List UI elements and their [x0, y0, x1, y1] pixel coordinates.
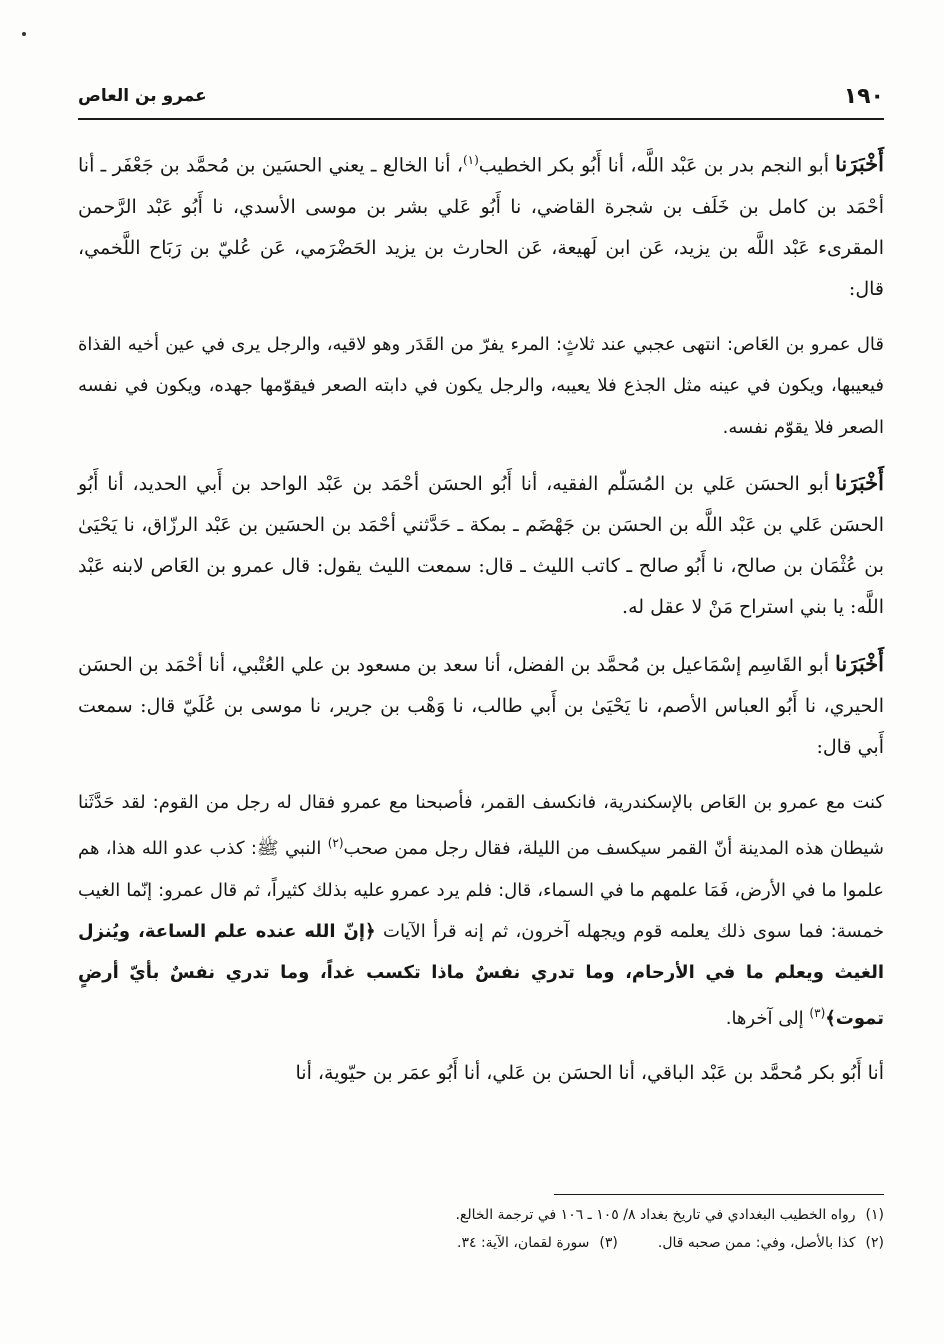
paragraph-text-cont: ، أنا الخالع ـ يعني الحسَين بن مُحمَّد بن جَعْفَر ـ أنا أحْمَد بن كامل بن خَلَف بن شجرة القاضي، نا أَبُو عَلي بشر بن موسى الأسدي، نا أَبُو عَبْد الرَّحمن المقرىء عَبْد اللَّه بن يزيد، عَن ابن لَهيعة، عَن الحارث بن يزيد الحَضْرَمي، عَن عُليّ بن رَبَاح اللَّخمي، قال:	[78, 154, 884, 300]
scan-mark	[22, 32, 26, 36]
footnote-text: سورة لقمان، الآية: ٣٤.	[457, 1235, 590, 1251]
akhbarana-keyword: أَخْبَرَنا	[835, 469, 884, 495]
narration-paragraph-2	[78, 782, 884, 1039]
footnote-number: (٢)	[865, 1235, 884, 1251]
footnote-2-3	[78, 1233, 884, 1253]
running-title: عمرو بن العاص	[78, 86, 207, 106]
page-header	[78, 78, 884, 120]
paragraph-text: أبو الحسَن عَلي بن المُسَلّم الفقيه، أنا أَبُو الحسَن أحْمَد بن عَبْد الواحد بن أَبي الحديد، أنا أَبُو الحسَن عَلي بن عَبْد اللَّه بن الحسَن بن جَهْضَم ـ بمكة ـ حَدَّثني أحْمَد بن الحسَين بن عَبْد الرزّاق، نا يَحْيَىٰ بن عُثْمَان بن صالح، نا أَبُو صالح ـ كاتب الليث ـ قال: سمعت الليث يقول: قال عمرو بن العَاص لابنه عَبْد اللَّه: يا بني استراح مَنْ لا عقل له.	[78, 472, 884, 619]
footnote-1	[78, 1205, 884, 1225]
footnote-ref: (٣)	[809, 1006, 826, 1021]
paragraph-text: أبو النجم بدر بن عَبْد اللَّه، أنا أَبُو بكر الخطيب	[478, 154, 830, 177]
paragraph-text: أبو القَاسِم إسْمَاعيل بن مُحمَّد بن الفضل، أنا سعد بن مسعود بن علي العُتْبي، أنا أحْمَد بن الحسَن الحيري، نا أَبُو العباس الأصم، نا يَحْيَىٰ بن أَبي طالب، نا وَهْب بن جرير، نا موسى بن عُلَيّ قال: سمعت أَبي قال:	[78, 653, 884, 758]
paragraph-text: أنا أَبُو بكر مُحمَّد بن عَبْد الباقي، أنا الحسَن بن عَلي، أنا أَبُو عمَر بن حيّوية، أنا	[295, 1062, 884, 1085]
page-body	[78, 140, 884, 1109]
paragraph-text-cont: النبي ﷺ: كذب عدو الله هذا، هم علموا ما في الأرض، فَمَا علمهم ما في السماء، قال: فلم يرد عمرو عليه بذلك كثيراً، ثم قال عمرو: إنّما الغيب خمسة: فما سوى ذلك يعلمه قوم ويجهله آخرون، ثم إنه قرأ الآيات	[78, 838, 884, 942]
quran-verse: ﴿إنّ الله عنده علم الساعة، ويُنزل الغيث ويعلم ما في الأرحام، وما تدري نفسٌ ماذا تكسب غداً، وما تدري نفسٌ بأيّ أرضٍ تموت﴾	[78, 920, 884, 1030]
isnad-paragraph-4	[78, 1053, 884, 1094]
paragraph-text-end: إلى آخرها.	[725, 1008, 810, 1030]
paragraph-text: قال عمرو بن العَاص: انتهى عجبي عند ثلاثٍ: المرء يفرّ من القَدَر وهو لاقيه، والرجل يرى في عين أخيه القذاة فيعيبها، ويكون في عينه مثل الجذع فلا يعيبه، والرجل يكون في دابته الصعر فيقوّمها جهده، ويكون في نفسه الصعر فلا يقوّم نفسه.	[78, 334, 884, 438]
footnote-text: كذا بالأصل، وفي: ممن صحبه قال.	[657, 1235, 856, 1251]
isnad-paragraph-3	[78, 643, 884, 769]
footnote-ref: (١)	[462, 153, 479, 167]
footnote-divider	[554, 1194, 884, 1195]
akhbarana-keyword: أَخْبَرَنا	[835, 151, 884, 177]
page-number: ١٩٠	[843, 84, 884, 109]
paragraph-text: كنت مع عمرو بن العَاص بالإسكندرية، فانكسف القمر، فأصبحنا مع عمرو فقال له رجل من القوم: لقد حَدَّثَنا شيطان هذه المدينة أنّ القمر سيكسف من الليلة، فقال رجل ممن صحب	[78, 792, 884, 860]
akhbarana-keyword: أَخْبَرَنا	[835, 650, 884, 676]
narration-paragraph-1	[78, 324, 884, 448]
footnotes	[78, 1194, 884, 1261]
isnad-paragraph-1	[78, 140, 884, 310]
footnote-number: (٣)	[599, 1235, 618, 1251]
footnote-ref: (٢)	[327, 836, 344, 851]
isnad-paragraph-2	[78, 462, 884, 629]
footnote-text: رواه الخطيب البغدادي في تاريخ بغداد ٨/ ١٠٥ ـ ١٠٦ في ترجمة الخالع.	[455, 1207, 856, 1223]
footnote-number: (١)	[865, 1207, 884, 1223]
